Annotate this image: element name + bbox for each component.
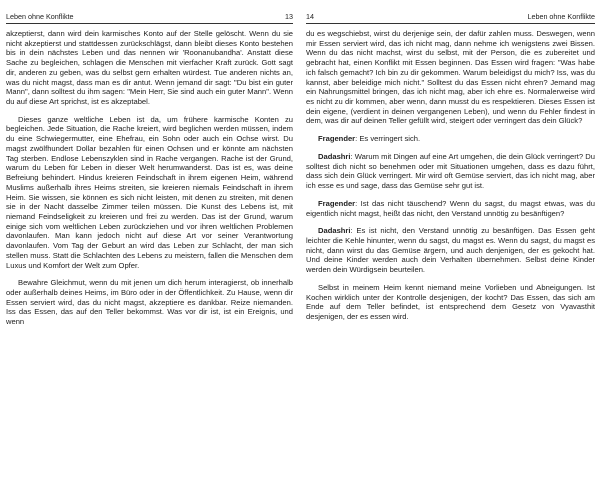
left-header-title: Leben ohne Konflikte (6, 12, 74, 21)
speaker-label: Fragender (318, 134, 356, 144)
dialogue-question-2 (306, 199, 595, 218)
right-page-number: 14 (306, 12, 314, 21)
speaker-label: Fragender (318, 198, 356, 208)
left-page-header (6, 12, 293, 24)
left-paragraph-3: Bewahre Gleichmut, wenn du mit jenen um dich herum interagierst, ob innerhalb oder außerhalb deines Heims, im Büro oder in der Öffentlichkeit. Zu Hause, wenn dir Essen serviert wird, das du nicht magst, akzeptiere es dankbar. Reize niemanden. Iss das Essen, das auf den Teller bekommst. Was vor dir ist, ist ein Ereignis, und wenn (6, 278, 293, 327)
dialogue-answer-1 (306, 152, 595, 191)
left-paragraph-2: Dieses ganze weltliche Leben ist da, um frühere karmische Konten zu begleichen. Jede Situation, die Rache kreiert, wird beglichen werden müssen, indem du eine Schwiegermutter, eine Ehefrau, ein Sohn oder auch ein Ochse wirst. Du magst zwölfhundert Dollar bezahlen für einen Ochsen und er könnte am nächsten Tag sterben. Endlose Lebenszyklen sind in Rache vergangen. Rache ist der Grund, warum du Leben für Leben in dieser Welt herumwanderst. Das ist es, was deine Befreiung behindert. Hindus kreieren Feindschaft in ihrem eigenen Heim, während Muslims außerhalb ihres Heims streiten, sie kreieren niemals Feindschaft in ihrem Heim. Sie wissen, sie können es sich nicht leisten, mit denen zu streiten, mit denen sie in der Nacht dasselbe Zimmer teilen müssen. Die Kunst des Lebens ist, mit niemand Feindseligkeit zu kreieren und frei zu werden. Das ist der Grund, warum einige sich vom weltlichen Leben zurückziehen und vor ihren weltlichen Problemen davonlaufen. Man kann jedoch nicht auf diese Art vor seiner Verantwortung davonlaufen. Vom Tag der Geburt an wird das Leben zur Schlacht, der man sich stellen muss. Statt die Schlachten des Lebens zu meistern, fallen die Menschen dem Luxus und Komfort der Welt zum Opfer. (6, 114, 293, 270)
dialogue-question-1 (306, 134, 595, 144)
right-page-body (306, 29, 595, 322)
right-paragraph-1: du es wegschiebst, wirst du derjenige sein, der dafür zahlen muss. Deswegen, wenn mir Essen serviert wird, das ich nicht mag, dann nehme ich wenigstens zwei Bissen. Wenn du das nicht machst, wirst du selbst, mit der Person, die es zubereitet und gebracht hat, einen Konflikt mit Essen beginnen. Das Essen wird fragen: "Was habe ich falsch gemacht? Ich bin zu dir gekommen. Warum beleidigst du mich? Iss, was du kannst, aber beleidige mich nicht." Solltest du das Essen nicht ehren? Jemand mag ein Nahrungsmittel bringen, das ich nicht mag, aber ich ehre es. Normalerweise wird es nicht zu dir kommen, aber wenn, dann musst du es respektieren. Dieses Essen ist dein eigene, (verdient in deinen vergangenen Leben), und wenn du Fehler findest in dem, was dir auf deinen Teller gefüllt wird, steigert oder verringert das dein Glück? (306, 29, 595, 126)
left-page-body (6, 29, 293, 327)
speaker-label: Dadashri (318, 151, 351, 161)
speaker-label: Dadashri (318, 226, 351, 236)
right-header-title: Leben ohne Konflikte (527, 12, 595, 21)
dialogue-answer-2 (306, 226, 595, 275)
right-page-header (306, 12, 595, 24)
left-page-number: 13 (285, 12, 293, 21)
right-closing-paragraph: Selbst in meinem Heim kennt niemand meine Vorlieben und Abneigungen. Ist Kochen wirklich unter der Kontrolle desjenigen, der kocht? Das Essen, das sich am Ende auf dem Teller befindet, ist entsprechend dem Gesetz von Vyavasthit desjenigen, der es essen wird. (306, 282, 595, 321)
dialogue-text: : Es verringert sich. (355, 134, 421, 144)
dialogue-text: : Es ist nicht, den Verstand unnötig zu besänftigen. Das Essen geht leichter die Kehle hinunter, wenn du sagst, du magst es. Wenn du sagst, du magst es nicht, dann wirst du das Gemüse ärgern, und auch denjenigen, der es gekocht hat. Und deine Kinder werden auch dein Verhalten übernehmen. Selbst deine Kinder werden dein Würdigsein beurteilen. (306, 226, 595, 275)
dialogue-text: : Ist das nicht täuschend? Wenn du sagst, du magst etwas, was du eigentlich nicht magst, heißt das nicht, den Verstand unnötig zu besänftigen? (306, 198, 595, 218)
dialogue-text: : Warum mit Dingen auf eine Art umgehen, die dein Glück verringert? Du solltest dich nicht so benehmen oder mit Situationen umgehen, dass es dazu führt, dass sich dein Glück verringert. Mir wird oft Gemüse serviert, das ich nicht mag, aber ich esse es und sage, dass das Gemüse sehr gut ist. (306, 151, 595, 191)
left-page (6, 12, 293, 472)
right-page (306, 12, 595, 472)
left-paragraph-1: akzeptierst, dann wird dein karmisches Konto auf der Stelle gelöscht. Wenn du sie nicht akzeptierst und stattdessen zurückschlägst, dann bleibt dieses Konto bestehen bis in dein nächstes Leben und das nennen wir 'Roonanubandha'. Anstatt diese Sache zu begleichen, schlagen die Menschen mit vierfacher Kraft zurück. Gott sagt dir, anderen zu geben, was du selbst gern erhalten würdest. Tue anderen nichts an, was du nicht magst, dass man es dir antut. Wenn jemand dir sagt: "Du bist ein guter Mann", dann solltest du ihm sagen: "Mein Herr, Sie sind auch ein guter Mann". Wenn du auf diese Art sprichst, ist es akzeptabel. (6, 29, 293, 107)
